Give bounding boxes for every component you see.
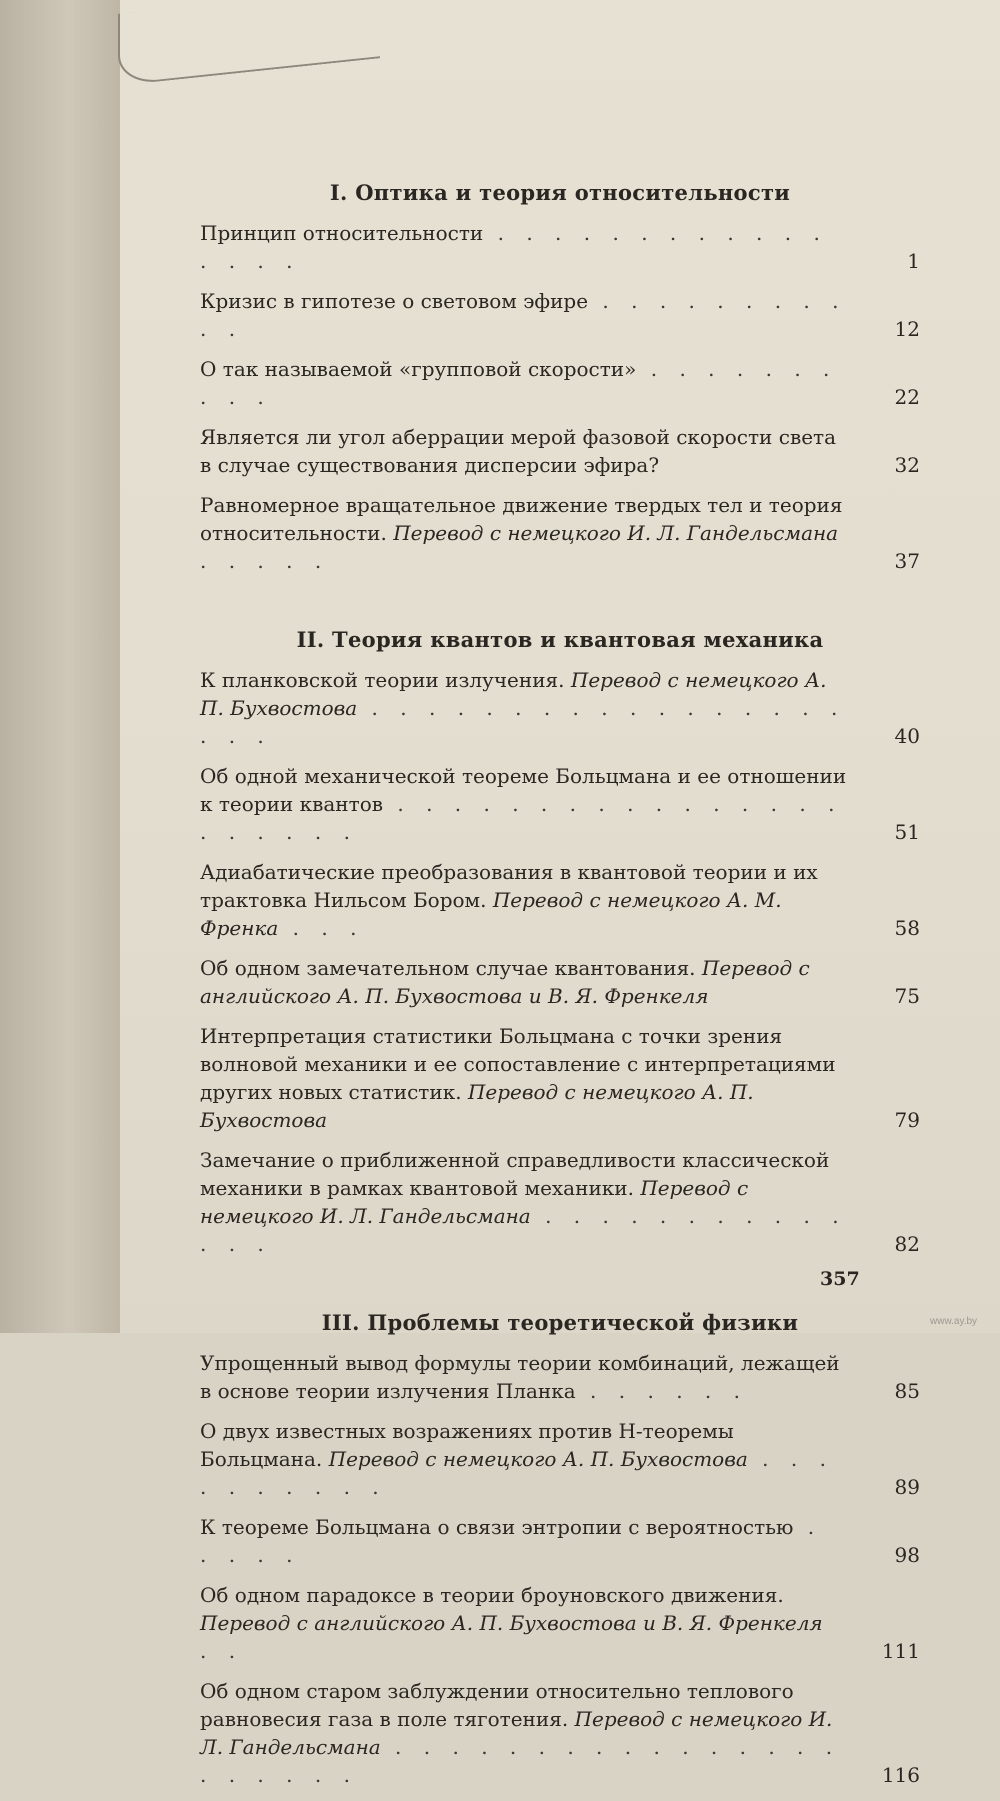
toc-entry xyxy=(200,666,920,750)
leader-dots: . . . . . . . . . . . . . . . . xyxy=(200,221,828,273)
toc-entry xyxy=(200,1417,920,1501)
entry-page: 32 xyxy=(894,453,920,477)
entry-translator: Перевод с английского А. П. Бухвостова и В. Я. Френкеля xyxy=(200,956,810,1008)
toc-entry xyxy=(200,762,920,846)
entry-page: 12 xyxy=(894,317,920,341)
entry-page: 89 xyxy=(894,1475,920,1499)
section-title: I. Оптика и теория относительности xyxy=(329,180,791,205)
entry-translator: Перевод с немецкого И. Л. Гандельсмана xyxy=(200,1176,749,1228)
entry-page: 37 xyxy=(894,549,920,573)
entry-page: 116 xyxy=(881,1763,920,1787)
entry-title: Является ли угол аберрации мерой фазовой скорости света в случае существования дисперсии эфира? xyxy=(200,425,837,477)
entry-title: К планковской теории излучения. xyxy=(200,668,565,692)
entry-page: 111 xyxy=(881,1639,920,1663)
toc-entry xyxy=(200,1022,920,1134)
entry-page: 1 xyxy=(907,249,920,273)
entry-title: Об одной механической теореме Больцмана и ее отношении к теории квантов xyxy=(200,764,847,816)
toc-entry xyxy=(200,1513,920,1569)
entry-translator: Перевод с английского А. П. Бухвостова и В. Я. Френкеля xyxy=(200,1611,823,1635)
entry-title: К теореме Больцмана о связи энтропии с вероятностью xyxy=(200,1515,794,1539)
entry-page: 75 xyxy=(894,984,920,1008)
leader-dots: . . . . . xyxy=(200,549,330,573)
leader-dots: . . . . . xyxy=(200,1515,823,1567)
toc-entry xyxy=(200,954,920,1010)
leader-dots: . . . . . . xyxy=(575,1379,748,1403)
leader-dots: . . . . . . . . . . . . . . . . . . . . . . xyxy=(200,792,843,844)
entry-page: 85 xyxy=(894,1379,920,1403)
entry-page: 98 xyxy=(894,1543,920,1567)
toc-entry xyxy=(200,1146,920,1258)
leader-dots: . . xyxy=(200,1639,244,1663)
leader-dots: . . . . . . . . . . . xyxy=(200,289,847,341)
leader-dots: . . . . . . . . . . xyxy=(200,1447,834,1499)
toc-entry xyxy=(200,491,920,575)
entry-translator: Перевод с немецкого А. П. Бухвостова xyxy=(200,668,827,720)
entry-translator: Перевод с немецкого И. Л. Гандельсмана xyxy=(200,1707,833,1759)
watermark: www.ay.by xyxy=(930,1316,978,1327)
leader-dots: . . . . . . . . . . xyxy=(200,357,838,409)
toc-entry xyxy=(200,1581,920,1665)
entry-title: Замечание о приближенной справедливости классической механики в рамках квантовой механики. xyxy=(200,1148,830,1200)
leader-dots: . . . . . . . . . . . . . . . . . . . . xyxy=(200,696,846,748)
entry-title: Адиабатические преобразования в квантовой теории и их трактовка Нильсом Бором. xyxy=(200,860,818,912)
entry-page: 58 xyxy=(894,916,920,940)
toc-entry xyxy=(200,355,920,411)
entry-title: Кризис в гипотезе о световом эфире xyxy=(200,289,589,313)
entry-page: 79 xyxy=(894,1108,920,1132)
entry-page: 51 xyxy=(894,820,920,844)
entry-title: Принцип относительности xyxy=(200,221,484,245)
entry-title: О двух известных возражениях против H-теоремы Больцмана. xyxy=(200,1419,734,1471)
entry-title: Об одном замечательном случае квантования. xyxy=(200,956,696,980)
entry-title: Об одном старом заблуждении относительно теплового равновесия газа в поле тяготения. xyxy=(200,1679,794,1731)
entry-translator: Перевод с немецкого А. П. Бухвостова xyxy=(200,1080,754,1132)
entry-translator: Перевод с немецкого И. Л. Гандельсмана xyxy=(393,521,839,545)
entry-page: 40 xyxy=(894,724,920,748)
entry-translator: Перевод с немецкого А. М. Френка xyxy=(200,888,782,940)
page-number: 357 xyxy=(820,1268,860,1290)
entry-title: Об одном парадоксе в теории броуновского движения. xyxy=(200,1583,784,1607)
section-title: II. Теория квантов и квантовая механика xyxy=(296,627,824,652)
leader-dots: . . . xyxy=(278,916,365,940)
toc-entry xyxy=(200,423,920,479)
toc-entry xyxy=(200,858,920,942)
toc-entry xyxy=(200,1349,920,1405)
entry-title: О так называемой «групповой скорости» xyxy=(200,357,637,381)
entry-title: Равномерное вращательное движение твердых тел и теория относительности. xyxy=(200,493,843,545)
leader-dots: . . . . . . . . . . . . . . . . . . . . . . xyxy=(200,1735,841,1787)
section-title: III. Проблемы теоретической физики xyxy=(321,1310,799,1335)
toc-entry xyxy=(200,219,920,275)
entry-title: Упрощенный вывод формулы теории комбинаций, лежащей в основе теории излучения Планка xyxy=(200,1351,840,1403)
entry-page: 82 xyxy=(894,1232,920,1256)
entry-translator: Перевод с немецкого А. П. Бухвостова xyxy=(328,1447,748,1471)
book-spine-shadow xyxy=(0,0,125,1333)
entry-title: Интерпретация статистики Больцмана с точки зрения волновой механики и ее сопоставление с интерпретациями других новых статистик. xyxy=(200,1024,836,1104)
toc-entry xyxy=(200,287,920,343)
leader-dots: . . . . . . . . . . . . . . xyxy=(200,1204,847,1256)
toc-entry xyxy=(200,1677,920,1789)
table-of-contents xyxy=(200,170,920,1801)
entry-page: 22 xyxy=(894,385,920,409)
